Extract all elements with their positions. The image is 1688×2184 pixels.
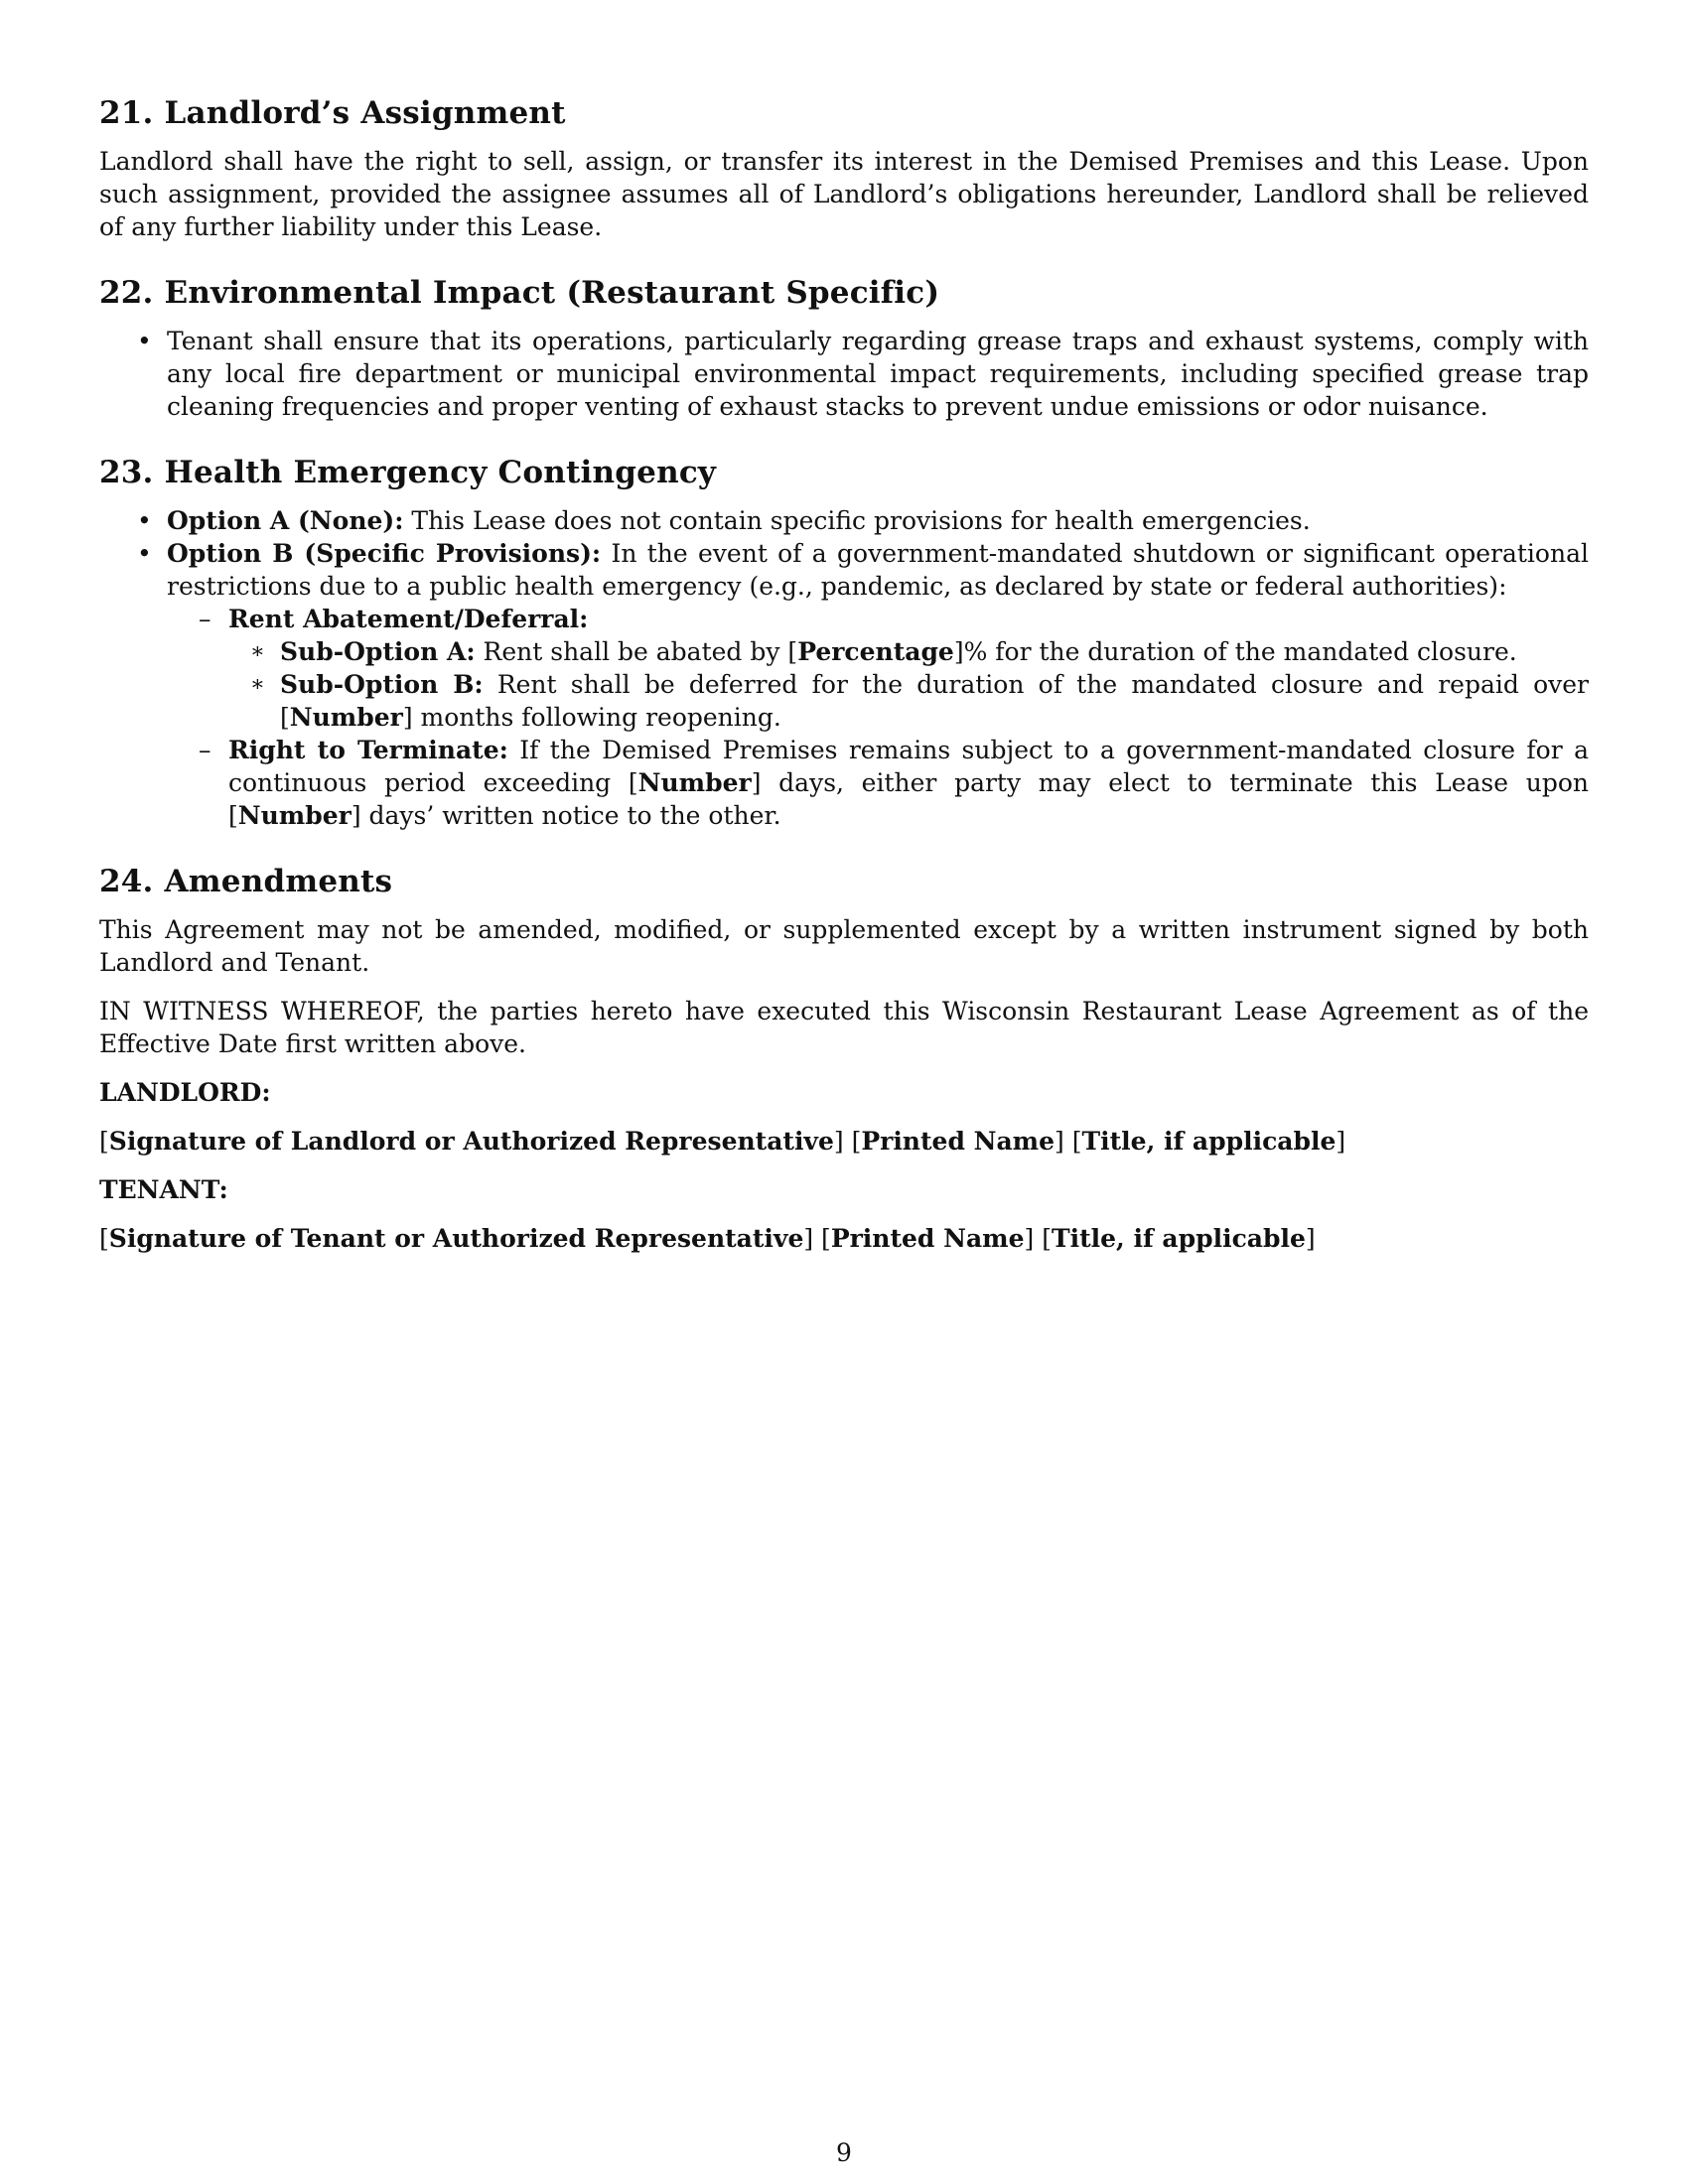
terminate-text-3: ] days’ written notice to the other. — [351, 801, 781, 830]
sub-option-a-label: Sub-Option A: — [280, 637, 476, 666]
sub-option-a-text-2: ]% for the duration of the mandated closure. — [953, 637, 1517, 666]
tenant-signature-line: [Signature of Tenant or Authorized Representative] [Printed Name] [Title, if applicable] — [99, 1224, 1316, 1253]
rent-abatement-label: Rent Abatement/Deferral: — [228, 605, 589, 633]
option-b-text: In the event of a government-mandated shutdown or significant operational restrictions due to a public health emergency (e.g., pandemic, as declared by state or federal authorities): — [167, 539, 1589, 601]
sub-option-a-item — [250, 635, 1589, 668]
landlord-title-placeholder: Title, if applicable — [1081, 1127, 1336, 1156]
rent-abatement-item — [199, 603, 1590, 734]
option-a-item — [99, 504, 1589, 537]
option-b-item — [99, 537, 1589, 832]
section-24-heading: 24. Amendments — [99, 864, 393, 899]
section-22-heading: 22. Environmental Impact (Restaurant Specific) — [99, 275, 940, 311]
right-to-terminate-item — [199, 734, 1590, 832]
sub-option-b-text-2: ] months following reopening. — [402, 703, 781, 732]
section-23-list — [99, 504, 1589, 832]
tenant-title-placeholder: Title, if applicable — [1052, 1224, 1306, 1253]
option-b-sublist — [167, 603, 1589, 832]
sub-option-a-placeholder: Percentage — [797, 637, 954, 666]
section-24-body: This Agreement may not be amended, modified, or supplemented except by a written instrument signed by both Landlord and Tenant. — [99, 915, 1589, 977]
tenant-heading: TENANT: — [99, 1175, 228, 1204]
landlord-signature-line: [Signature of Landlord or Authorized Representative] [Printed Name] [Title, if applicable] — [99, 1127, 1346, 1156]
section-22-list — [99, 325, 1589, 423]
dash-marker: – — [199, 736, 211, 764]
terminate-placeholder-2: Number — [237, 801, 352, 830]
section-24 — [99, 862, 1589, 1255]
landlord-signature-placeholder: Signature of Landlord or Authorized Representative — [108, 1127, 834, 1156]
dash-marker: – — [199, 605, 211, 633]
option-a-text: This Lease does not contain specific provisions for health emergencies. — [403, 506, 1311, 535]
tenant-signature-placeholder: Signature of Tenant or Authorized Representative — [108, 1224, 804, 1253]
section-21 — [99, 93, 1589, 243]
right-to-terminate-label: Right to Terminate: — [228, 736, 508, 764]
landlord-heading: LANDLORD: — [99, 1078, 271, 1107]
section-22-bullet: • Tenant shall ensure that its operations, particularly regarding grease traps and exhaust systems, comply with any local fire department or municipal environmental impact requirements, including specified grease trap cleaning frequencies and proper venting of exhaust stacks to prevent undue emissions or odor nuisance. — [99, 325, 1589, 423]
rent-suboptions-list — [228, 635, 1589, 734]
section-21-body: Landlord shall have the right to sell, assign, or transfer its interest in the Demised Premises and this Lease. Upon such assignment, provided the assignee assumes all of Landlord’s obligations hereunder, Landlord shall be relieved of any further liability under this Lease. — [99, 147, 1589, 241]
sub-option-b-placeholder: Number — [289, 703, 403, 732]
section-21-heading: 21. Landlord’s Assignment — [99, 95, 566, 131]
section-23 — [99, 453, 1589, 832]
section-22 — [99, 273, 1589, 423]
section-23-heading: 23. Health Emergency Contingency — [99, 455, 717, 490]
asterisk-marker: ∗ — [250, 672, 265, 697]
terminate-text-2: ] days, either party may elect to terminate this Lease upon [ — [228, 768, 1590, 830]
asterisk-marker: ∗ — [250, 639, 265, 664]
terminate-text-1: If the Demised Premises remains subject to a government-mandated closure for a continuous period exceeding [ — [228, 736, 1589, 797]
terminate-placeholder-1: Number — [637, 768, 752, 797]
sub-option-b-item — [250, 668, 1590, 734]
landlord-name-placeholder: Printed Name — [861, 1127, 1055, 1156]
option-b-label: Option B (Specific Provisions): — [167, 539, 602, 568]
witness-clause: IN WITNESS WHEREOF, the parties hereto have executed this Wisconsin Restaurant Lease Agreement as of the Effective Date first written above. — [99, 997, 1589, 1058]
sub-option-a-text-1: Rent shall be abated by [ — [475, 637, 798, 666]
page-number: 9 — [836, 2138, 852, 2167]
sub-option-b-label: Sub-Option B: — [280, 670, 484, 699]
sub-option-b-text-1: Rent shall be deferred for the duration of the mandated closure and repaid over [ — [280, 670, 1590, 732]
tenant-name-placeholder: Printed Name — [830, 1224, 1025, 1253]
option-a-label: Option A (None): — [167, 506, 404, 535]
